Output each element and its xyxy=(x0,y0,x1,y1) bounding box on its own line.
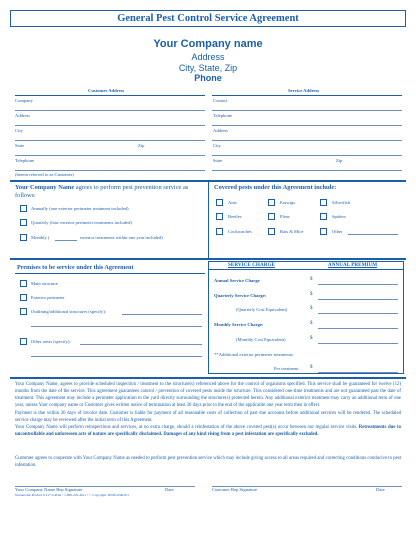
annual-service-charge-field[interactable] xyxy=(318,284,398,285)
company-signature-date-label: Date xyxy=(165,487,174,492)
terms-paragraph-3a: Your Company Name will perform reinspections and services, at no extra charge, should a reinfestation of the above covered pest(s) occur between our regular service visits. xyxy=(15,425,358,430)
quarterly-service-charge-label: Quarterly Service Charge: xyxy=(214,293,267,298)
customer-zip-label: Zip xyxy=(138,143,145,148)
customer-signature-label: Customer Rep Signature xyxy=(212,487,258,492)
outlining-structures-field[interactable] xyxy=(122,314,202,315)
pest-cockroaches: Cockroaches xyxy=(228,229,252,234)
pest-earwigs: Earwigs xyxy=(280,200,296,205)
service-city-field[interactable] xyxy=(212,155,402,156)
form-title: General Pest Control Service Agreement xyxy=(117,13,299,24)
dollar-sign: $ xyxy=(310,321,313,326)
premises-exterior-perimeter: Exterior perimeter xyxy=(31,295,65,300)
pest-fleas: Fleas xyxy=(280,214,290,219)
monthly-checkbox[interactable] xyxy=(20,234,27,241)
monthly-service-charge-field[interactable] xyxy=(318,328,398,329)
monthly-option: Monthly ( xyxy=(31,235,50,240)
customer-signature-date-label: Date xyxy=(376,487,385,492)
terms-paragraph-2: Payment is due within 30 days of invoice date. Customer is liable for payment of all reasonable costs of collection of past due accounts before additional services will be rendered. The scheduled service charge may be reviewed after the initial term of this Agreement. xyxy=(15,411,401,423)
quarterly-checkbox[interactable] xyxy=(20,219,27,226)
section-divider xyxy=(10,377,406,379)
customer-address-field[interactable] xyxy=(15,125,205,126)
pest-rats-mice: Rats & Mice xyxy=(280,229,304,234)
form-title-box xyxy=(10,10,406,27)
terms-paragraph-3b: Retreatments due to uncontrollable and unforeseen acts of nature are specifically disclaimed. Damages of any kind rising from a pest infestation are specifically excluded. xyxy=(15,425,401,437)
service-charge-header: SERVICE CHARGE xyxy=(228,262,275,268)
customer-telephone-label: Telephone xyxy=(15,158,35,163)
per-treatment-field[interactable] xyxy=(318,372,398,373)
other-areas-field-2[interactable] xyxy=(31,356,202,357)
cockroaches-checkbox[interactable] xyxy=(216,228,223,235)
prevention-heading-rest: agrees to perform pest prevention service as follows: xyxy=(15,184,189,199)
quarterly-cost-equivalent-field[interactable] xyxy=(318,313,398,314)
service-telephone-label: Telephone xyxy=(213,113,233,118)
customer-state-label: State xyxy=(15,143,25,148)
annually-checkbox[interactable] xyxy=(20,205,27,212)
customer-city-label: City xyxy=(15,128,23,133)
spiders-checkbox[interactable] xyxy=(320,213,327,220)
monthly-option-suffix: exterior treatments within one year included) xyxy=(80,235,163,240)
customer-state-zip-field[interactable] xyxy=(15,155,205,156)
divider xyxy=(15,95,205,96)
company-phone: Phone xyxy=(194,73,222,83)
terms-paragraph-1: Your Company Name, agrees to provide scheduled inspection / treatment to the structure(s) referenced above for the control of organisms specified. This service shall be guaranteed for twelve (12) months from the date of the service. This agreement guarantees control / prevention of covered pests inside the structure. This considered one-time treatments and are not guaranteed past the date of treatment. This agreement may include a perimeter application to the yard directly surrounding the structure(s) protected herein. Any additional exterior treatment may carry an additional term of one year, unless Your company name or Customer gives written notice of termination at least 30 days prior to the end of the applicable one year term then in effect. xyxy=(15,382,401,408)
customer-address-heading: Customer Address xyxy=(88,88,125,93)
service-address-field[interactable] xyxy=(212,140,402,141)
terms-paragraph-4: Customer agrees to cooperate with Your Company Name as needed to perform pest prevention service which may include giving access to all areas required and correcting conditions conducive to pest infestation. xyxy=(15,456,401,468)
company-city-state-zip: City, State, Zip xyxy=(178,63,238,73)
customer-address-label: Address xyxy=(15,113,31,118)
beetles-checkbox[interactable] xyxy=(216,213,223,220)
pest-ants: Ants xyxy=(228,200,237,205)
pest-silverfish: Silverfish xyxy=(332,200,350,205)
divider xyxy=(15,273,205,274)
service-address-label: Address xyxy=(213,128,229,133)
company-signature-label: Your Company Name Rep Signature xyxy=(15,487,83,492)
annual-premium-header: ANNUAL PREMIUM xyxy=(328,262,378,268)
prevention-heading-company: Your Company Name xyxy=(15,184,75,191)
company-name: Your Company name xyxy=(153,38,263,50)
service-contact-field[interactable] xyxy=(212,110,402,111)
customer-telephone-field[interactable] xyxy=(15,170,205,171)
customer-city-field[interactable] xyxy=(15,140,205,141)
monthly-cost-equivalent-label: (Monthly Cost Equivalent) xyxy=(236,337,286,342)
earwigs-checkbox[interactable] xyxy=(268,199,275,206)
fleas-checkbox[interactable] xyxy=(268,213,275,220)
service-telephone-field[interactable] xyxy=(212,125,402,126)
customer-company-label: Company xyxy=(15,98,33,103)
company-address: Address xyxy=(191,52,225,62)
section-divider xyxy=(10,258,406,260)
charges-header-divider xyxy=(208,269,404,270)
dollar-sign: $ xyxy=(310,277,313,282)
quarterly-option: Quarterly (four exterior perimeter treatments included) xyxy=(31,220,132,225)
additional-treatments-label: **Additional exterior perimeter treatments: xyxy=(214,352,294,357)
other-areas-field[interactable] xyxy=(80,344,202,345)
customer-referred-note: (herein referred to as Customer) xyxy=(15,172,74,177)
ants-checkbox[interactable] xyxy=(216,199,223,206)
premises-outlining-structures: Outlining/additional structures (specify): xyxy=(31,309,107,314)
pest-beetles: Beetles xyxy=(228,214,242,219)
service-state-zip-field[interactable] xyxy=(212,170,402,171)
annually-option: Annually (one exterior perimeter treatment included) xyxy=(31,206,129,211)
dollar-sign: $ xyxy=(310,336,313,341)
silverfish-checkbox[interactable] xyxy=(320,199,327,206)
dollar-sign: $ xyxy=(310,306,313,311)
service-city-label: City xyxy=(213,143,221,148)
pest-other: Other xyxy=(332,229,343,234)
dollar-sign: $ xyxy=(310,365,313,370)
quarterly-service-charge-field[interactable] xyxy=(318,299,398,300)
outlining-structures-field-2[interactable] xyxy=(31,326,202,327)
divider xyxy=(212,95,402,96)
main-structure-checkbox[interactable] xyxy=(20,280,27,287)
service-contact-label: Contact xyxy=(213,98,228,103)
exterior-perimeter-checkbox[interactable] xyxy=(20,294,27,301)
pest-spiders: Spiders xyxy=(332,214,346,219)
prevention-heading xyxy=(15,184,205,200)
other-pest-field[interactable] xyxy=(348,234,398,235)
annual-service-charge-label: Annual Service Charge xyxy=(214,278,260,283)
quarterly-cost-equivalent-label: (Quarterly Cost Equivalent) xyxy=(236,307,288,312)
monthly-count-field[interactable] xyxy=(55,240,77,241)
pests-heading: Covered pests under this Agreement include: xyxy=(214,184,337,191)
per-treatment-label: Per treatment xyxy=(274,366,299,371)
monthly-service-charge-label: Monthly Service Charge: xyxy=(214,322,264,327)
dollar-sign: $ xyxy=(310,292,313,297)
monthly-cost-equivalent-field[interactable] xyxy=(318,343,398,344)
premises-heading: Premises to be service under this Agreement xyxy=(17,264,134,271)
terms-paragraph-3 xyxy=(15,424,401,438)
service-state-label: State xyxy=(213,158,223,163)
customer-company-field[interactable] xyxy=(15,110,205,111)
service-zip-label: Zip xyxy=(336,158,343,163)
premises-main-structure: Main structure xyxy=(31,281,58,286)
rats-mice-checkbox[interactable] xyxy=(268,228,275,235)
premises-other-areas: Other areas (specify): xyxy=(31,339,71,344)
service-address-heading: Service Address xyxy=(288,88,320,93)
outlining-structures-checkbox[interactable] xyxy=(20,308,27,315)
other-areas-checkbox[interactable] xyxy=(20,338,27,345)
footer-note: Nationwide Product # 217-2-Print • 1-800-222-4611 • © Copyright, DNIS/ASR-8/3 xyxy=(15,493,129,497)
vertical-divider xyxy=(208,181,209,258)
other-pest-checkbox[interactable] xyxy=(320,228,327,235)
